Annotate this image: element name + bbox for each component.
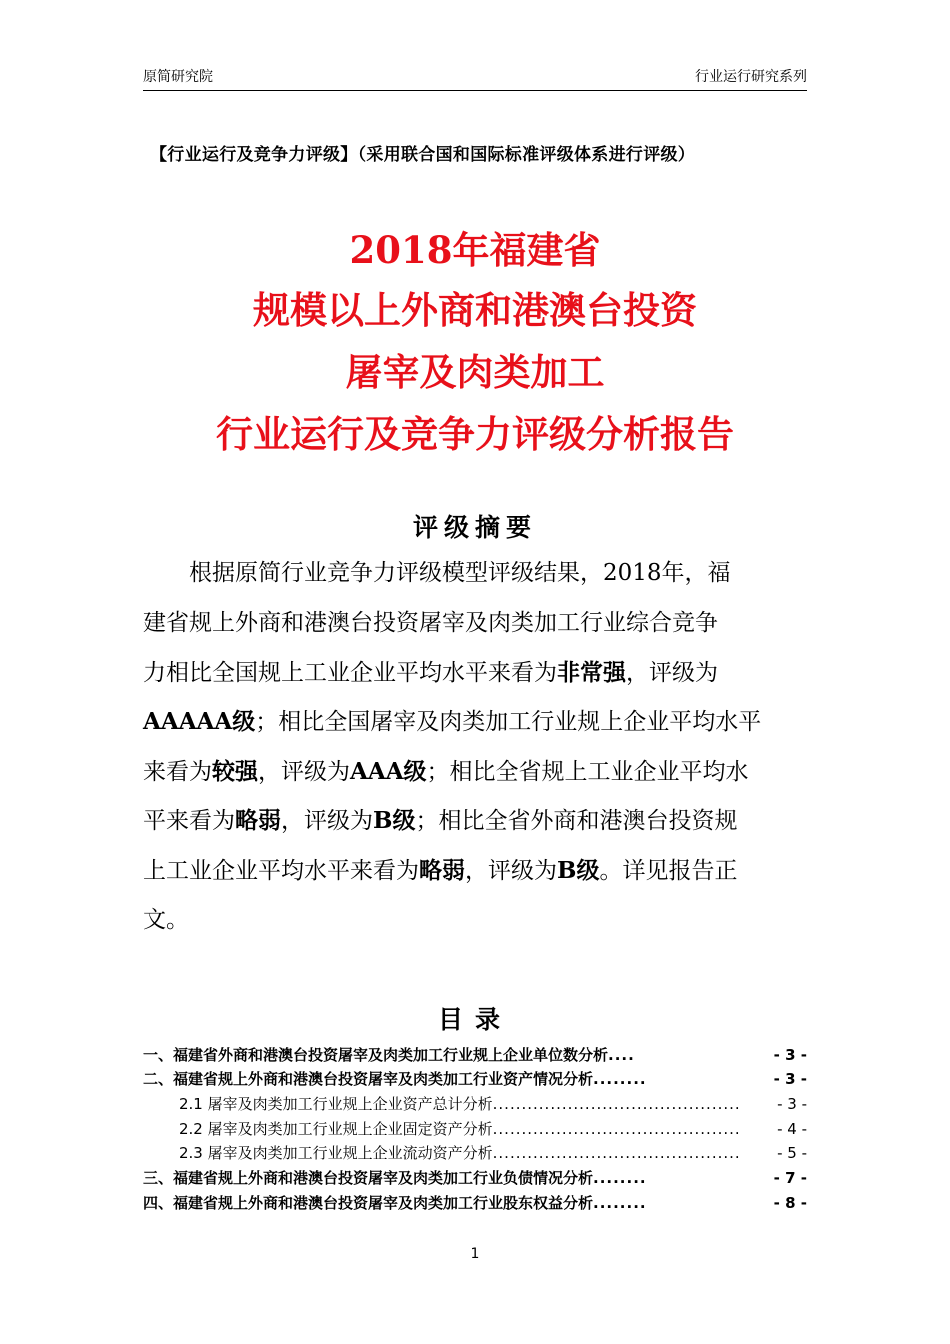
abstract-line-text: 来看为较强，评级为AAA级；相比全省规上工业企业平均水 xyxy=(143,758,749,785)
table-of-contents xyxy=(143,1044,807,1214)
toc-entry-page: - 3 - xyxy=(773,1070,807,1088)
toc-entry-label: 2.1 屠宰及肉类加工行业规上企业资产总计分析 xyxy=(179,1095,493,1113)
abstract-line xyxy=(143,707,761,737)
abstract-line xyxy=(143,658,718,688)
toc-entry-page: - 7 - xyxy=(773,1169,807,1187)
toc-entry[interactable] xyxy=(143,1167,807,1189)
abstract-paragraph xyxy=(143,558,807,948)
rating-emphasis: 非常强 xyxy=(557,659,626,686)
abstract-line-text: 根据原简行业竞争力评级模型评级结果，2018年，福 xyxy=(189,560,731,586)
rating-emphasis: 略弱 xyxy=(419,857,465,884)
toc-entry[interactable] xyxy=(143,1044,807,1066)
toc-entry-dots: ........................................... xyxy=(492,1095,741,1113)
abstract-line xyxy=(143,856,737,886)
report-title-line-1: 2018年福建省 xyxy=(349,228,601,272)
toc-entry[interactable] xyxy=(179,1142,807,1164)
toc-entry-dots: ........................................... xyxy=(492,1144,741,1162)
page-number: 1 xyxy=(470,1246,480,1262)
toc-entry[interactable] xyxy=(179,1093,807,1115)
abstract-heading: 评级摘要 xyxy=(412,513,537,542)
abstract-line xyxy=(143,757,749,787)
report-title-line-3: 屠宰及肉类加工 xyxy=(345,350,605,394)
report-title-line-4: 行业运行及竞争力评级分析报告 xyxy=(216,412,734,456)
abstract-line-text: 平来看为略弱，评级为B级；相比全省外商和港澳台投资规 xyxy=(143,807,738,834)
rating-tagline: 【行业运行及竞争力评级】（采用联合国和国际标准评级体系进行评级） xyxy=(150,145,696,165)
abstract-line-text: AAAAA级；相比全国屠宰及肉类加工行业规上企业平均水平 xyxy=(143,708,762,735)
toc-entry-page: - 5 - xyxy=(777,1144,807,1162)
abstract-line xyxy=(143,905,189,935)
toc-entry-label: 四、福建省规上外商和港澳台投资屠宰及肉类加工行业股东权益分析 xyxy=(143,1194,594,1212)
toc-entry-page: - 8 - xyxy=(773,1194,807,1212)
toc-entry-label: 二、福建省规上外商和港澳台投资屠宰及肉类加工行业资产情况分析 xyxy=(143,1070,594,1088)
abstract-line xyxy=(143,806,737,836)
toc-entry-dots: ........ xyxy=(593,1169,647,1187)
report-title-line-2: 规模以上外商和港澳台投资 xyxy=(253,288,697,332)
toc-entry-dots: ........................................... xyxy=(492,1120,741,1138)
toc-entry-label: 一、福建省外商和港澳台投资屠宰及肉类加工行业规上企业单位数分析 xyxy=(143,1046,609,1064)
toc-entry-dots: ........ xyxy=(593,1070,647,1088)
abstract-line xyxy=(189,558,807,588)
abstract-line-text: 力相比全国规上工业企业平均水平来看为非常强，评级为 xyxy=(143,659,718,686)
page-header xyxy=(143,66,807,91)
toc-entry-label: 三、福建省规上外商和港澳台投资屠宰及肉类加工行业负债情况分析 xyxy=(143,1169,594,1187)
abstract-line-text: 上工业企业平均水平来看为略弱，评级为B级。详见报告正 xyxy=(143,857,738,884)
abstract-line xyxy=(143,608,718,638)
rating-emphasis: B级 xyxy=(557,857,600,884)
toc-entry[interactable] xyxy=(143,1192,807,1214)
toc-entry-dots: ........ xyxy=(593,1194,647,1212)
header-left-text: 原简研究院 xyxy=(143,69,213,85)
toc-entry-label: 2.2 屠宰及肉类加工行业规上企业固定资产分析 xyxy=(179,1120,493,1138)
toc-entry-dots: .... xyxy=(608,1046,635,1064)
toc-entry-label: 2.3 屠宰及肉类加工行业规上企业流动资产分析 xyxy=(179,1144,493,1162)
abstract-line-text: 文。 xyxy=(143,907,189,933)
abstract-line-text: 建省规上外商和港澳台投资屠宰及肉类加工行业综合竞争 xyxy=(143,610,718,636)
header-right-text: 行业运行研究系列 xyxy=(695,69,807,85)
rating-emphasis: 较强 xyxy=(212,758,258,785)
toc-entry-page: - 3 - xyxy=(773,1046,807,1064)
rating-emphasis: AAA级 xyxy=(350,758,427,785)
rating-emphasis: 略弱 xyxy=(235,807,281,834)
rating-emphasis: AAAAA级 xyxy=(143,708,256,735)
toc-entry-page: - 3 - xyxy=(777,1095,807,1113)
toc-entry[interactable] xyxy=(179,1118,807,1140)
toc-entry[interactable] xyxy=(143,1068,807,1090)
toc-heading: 目录 xyxy=(437,1005,512,1034)
toc-entry-page: - 4 - xyxy=(777,1120,807,1138)
rating-emphasis: B级 xyxy=(373,807,416,834)
